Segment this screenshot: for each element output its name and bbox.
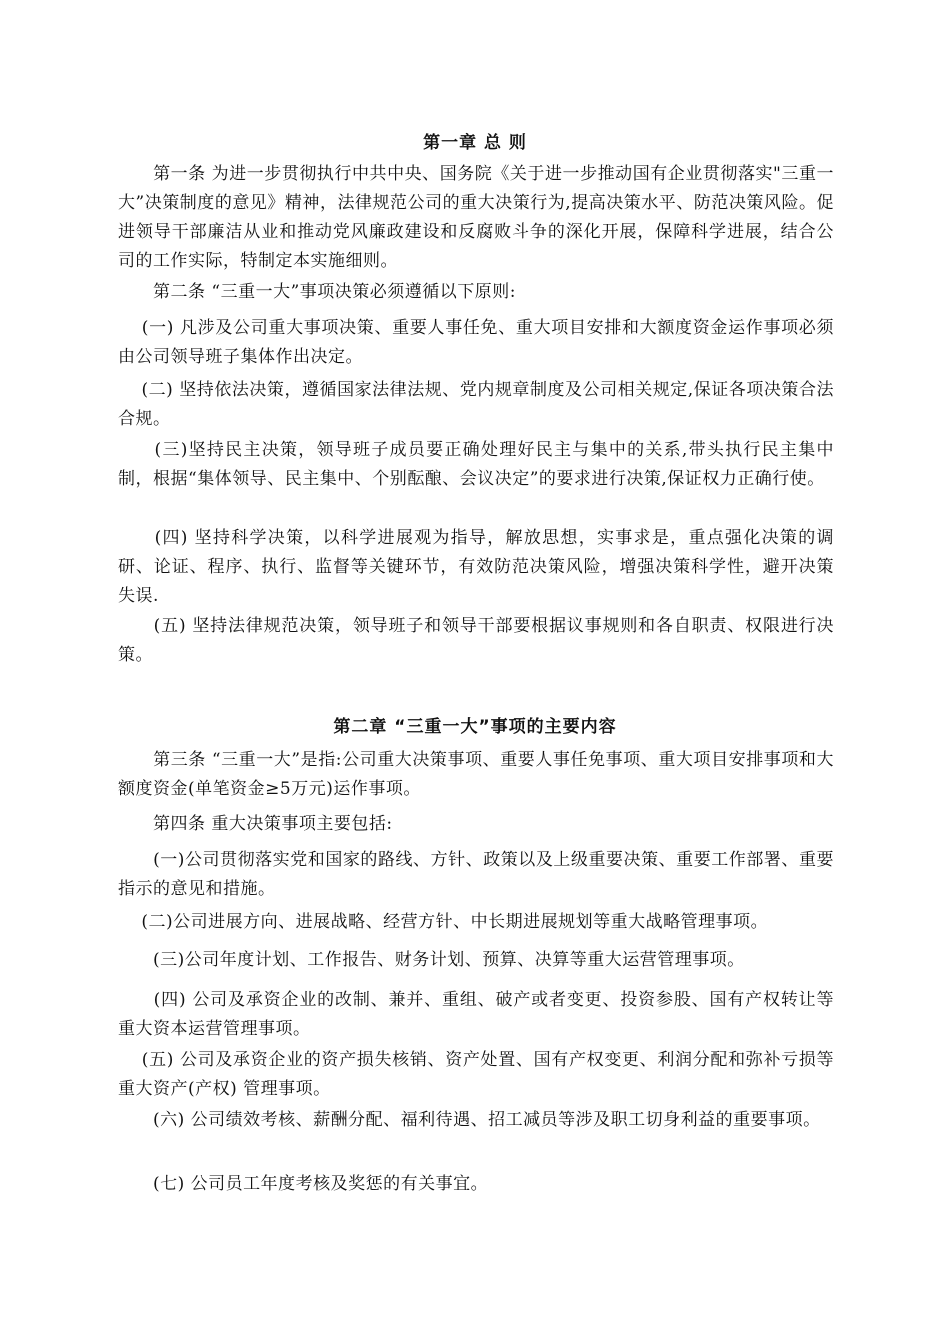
item-6: (六) 公司绩效考核、薪酬分配、福利待遇、招工减员等涉及职工切身利益的重要事项。 — [118, 1110, 821, 1130]
principle-3: (三)坚持民主决策，领导班子成员要正确处理好民主与集中的关系,带头执行民主集中制，根据“集体领导、民主集中、个别酝酿、会议决定”的要求进行决策,保证权力正确行使。 — [118, 440, 834, 489]
item-3: (三)公司年度计划、工作报告、财务计划、预算、决算等重大运营管理事项。 — [118, 950, 745, 970]
item-2: (二)公司进展方向、进展战略、经营方针、中长期进展规划等重大战略管理事项。 — [118, 912, 769, 932]
principle-1: (一) 凡涉及公司重大事项决策、重要人事任免、重大项目安排和大额度资金运作事项必须由公司领导班子集体作出决定。 — [118, 318, 834, 367]
item-1: (一)公司贯彻落实党和国家的路线、方针、政策以及上级重要决策、重要工作部署、重要指示的意见和措施。 — [118, 850, 834, 899]
article-2: 第二条 “三重一大”事项决策必须遵循以下原则: — [118, 282, 517, 302]
item-5: (五) 公司及承资企业的资产损失核销、资产处置、国有产权变更、利润分配和弥补亏损等重大资产(产权) 管理事项。 — [118, 1050, 834, 1099]
principle-2: (二) 坚持依法决策，遵循国家法律法规、党内规章制度及公司相关规定,保证各项决策合法合规。 — [118, 380, 834, 429]
article-3: 第三条 “三重一大”是指:公司重大决策事项、重要人事任免事项、重大项目安排事项和大额度资金(单笔资金≥5万元)运作事项。 — [118, 750, 834, 799]
item-7: (七) 公司员工年度考核及奖惩的有关事宜。 — [118, 1174, 489, 1194]
chapter-1-title: 第一章 总 则 — [423, 133, 527, 153]
principle-5: (五) 坚持法律规范决策，领导班子和领导干部要根据议事规则和各自职责、权限进行决策。 — [118, 616, 834, 665]
article-4: 第四条 重大决策事项主要包括: — [118, 814, 393, 834]
item-4: (四) 公司及承资企业的改制、兼并、重组、破产或者变更、投资参股、国有产权转让等重大资本运营管理事项。 — [118, 990, 834, 1039]
principle-4: (四) 坚持科学决策，以科学进展观为指导，解放思想，实事求是，重点强化决策的调研、论证、程序、执行、监督等关键环节，有效防范决策风险，增强决策科学性，避开决策失误. — [118, 528, 834, 606]
article-1: 第一条 为进一步贯彻执行中共中央、国务院《关于进一步推动国有企业贯彻落实"三重一大”决策制度的意见》精神，法律规范公司的重大决策行为,提高决策水平、防范决策风险。促进领导干部廉洁从业和推动党风廉政建设和反腐败斗争的深化开展，保障科学进展，结合公司的工作实际，特制定本实施细则。 — [118, 164, 834, 271]
chapter-2-title: 第二章 “三重一大”事项的主要内容 — [333, 717, 617, 737]
